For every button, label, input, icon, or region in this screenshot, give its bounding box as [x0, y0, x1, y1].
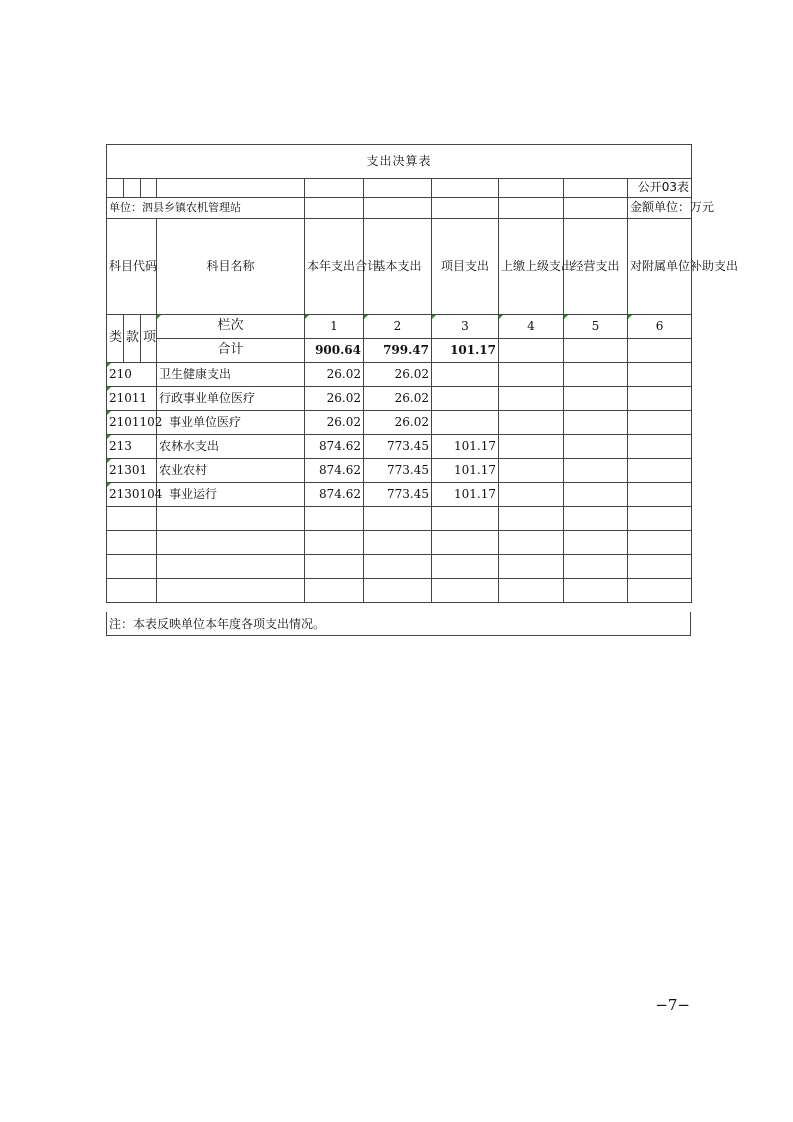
header-name: 科目名称 — [157, 219, 305, 315]
col-number-1: 1 — [305, 315, 364, 339]
row-basic: 773.45 — [364, 435, 432, 459]
row-basic: 773.45 — [364, 459, 432, 483]
sub-header-kuan: 款 — [124, 315, 141, 363]
row-project — [432, 411, 499, 435]
row-project — [432, 387, 499, 411]
unit-label: 单位：泗县乡镇农机管理站 — [107, 198, 305, 219]
row-total: 26.02 — [305, 363, 364, 387]
table-row — [107, 363, 692, 387]
row-code: 213 — [107, 435, 157, 459]
row-code: 21301 — [107, 459, 157, 483]
col-number-3: 3 — [432, 315, 499, 339]
col-number-6: 6 — [628, 315, 692, 339]
empty-row — [107, 507, 692, 531]
row-name: 事业单位医疗 — [157, 411, 305, 435]
empty-row — [107, 579, 692, 603]
sub-header-lei: 类 — [107, 315, 124, 363]
row-project: 101.17 — [432, 459, 499, 483]
expenditure-table-sheet — [106, 144, 739, 603]
page-number: −7− — [655, 996, 690, 1014]
row-name: 事业运行 — [157, 483, 305, 507]
totals-label: 合计 — [157, 339, 305, 363]
row-total: 874.62 — [305, 483, 364, 507]
table-title: 支出决算表 — [107, 145, 692, 179]
row-name: 农业农村 — [157, 459, 305, 483]
row-code: 2130104 — [107, 483, 157, 507]
row-project: 101.17 — [432, 435, 499, 459]
row-name: 行政事业单位医疗 — [157, 387, 305, 411]
header-basic: 基本支出 — [364, 219, 432, 315]
row-total: 26.02 — [305, 411, 364, 435]
table-row — [107, 435, 692, 459]
table-row — [107, 387, 692, 411]
row-total: 874.62 — [305, 459, 364, 483]
row-total: 874.62 — [305, 435, 364, 459]
row-project: 101.17 — [432, 483, 499, 507]
row-basic: 773.45 — [364, 483, 432, 507]
row-basic: 26.02 — [364, 363, 432, 387]
totals-total: 900.64 — [305, 339, 364, 363]
form-code: 公开03表 — [628, 179, 692, 198]
totals-basic: 799.47 — [364, 339, 432, 363]
row-name: 卫生健康支出 — [157, 363, 305, 387]
row-project — [432, 363, 499, 387]
amount-unit: 金额单位：万元 — [628, 198, 692, 219]
header-total: 本年支出合计 — [305, 219, 364, 315]
row-name: 农林水支出 — [157, 435, 305, 459]
sub-header-lanci: 栏次 — [157, 315, 305, 339]
header-upper: 上缴上级支出 — [499, 219, 564, 315]
totals-row — [107, 339, 692, 363]
row-basic: 26.02 — [364, 411, 432, 435]
empty-row — [107, 531, 692, 555]
table-row — [107, 459, 692, 483]
row-code: 21011 — [107, 387, 157, 411]
col-number-4: 4 — [499, 315, 564, 339]
row-code: 210 — [107, 363, 157, 387]
col-number-2: 2 — [364, 315, 432, 339]
sub-header-xiang: 项 — [141, 315, 157, 363]
header-project: 项目支出 — [432, 219, 499, 315]
table-row — [107, 483, 692, 507]
row-basic: 26.02 — [364, 387, 432, 411]
row-total: 26.02 — [305, 387, 364, 411]
col-number-5: 5 — [564, 315, 628, 339]
header-business: 经营支出 — [564, 219, 628, 315]
header-subsidy: 对附属单位补助支出 — [628, 219, 692, 315]
totals-project: 101.17 — [432, 339, 499, 363]
row-code: 2101102 — [107, 411, 157, 435]
table-row — [107, 411, 692, 435]
expenditure-table — [106, 144, 739, 603]
header-code: 科目代码 — [107, 219, 157, 315]
empty-row — [107, 555, 692, 579]
table-note: 注：本表反映单位本年度各项支出情况。 — [106, 612, 691, 636]
